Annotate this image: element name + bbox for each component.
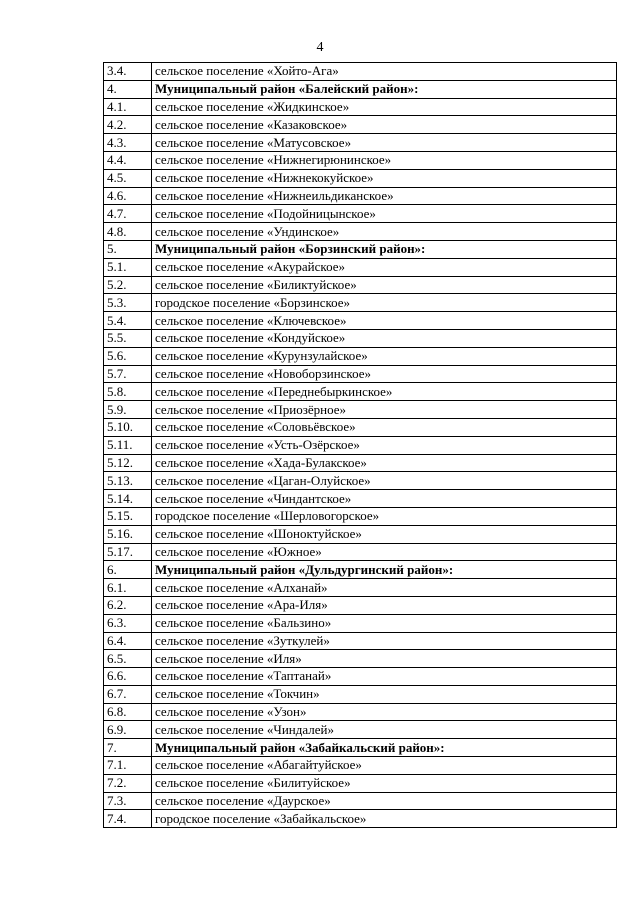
table-row <box>104 757 617 775</box>
settlement-name: сельское поселение «Чиндалей» <box>152 721 617 739</box>
settlement-name: сельское поселение «Узон» <box>152 703 617 721</box>
row-number: 4.8. <box>104 223 152 241</box>
settlement-name: сельское поселение «Алханай» <box>152 579 617 597</box>
row-number: 7.4. <box>104 810 152 828</box>
settlement-name: сельское поселение «Нижнеильдиканское» <box>152 187 617 205</box>
settlement-name: сельское поселение «Таптанай» <box>152 668 617 686</box>
table-row <box>104 668 617 686</box>
settlement-name: сельское поселение «Абагайтуйское» <box>152 757 617 775</box>
table-row <box>104 365 617 383</box>
row-number: 7.2. <box>104 774 152 792</box>
row-number: 5.6. <box>104 347 152 365</box>
table-row <box>104 312 617 330</box>
row-number: 5.1. <box>104 258 152 276</box>
settlement-name: сельское поселение «Иля» <box>152 650 617 668</box>
row-number: 7.1. <box>104 757 152 775</box>
row-number: 5.9. <box>104 401 152 419</box>
row-number: 5. <box>104 240 152 258</box>
settlement-name: городское поселение «Борзинское» <box>152 294 617 312</box>
settlement-name: сельское поселение «Нижнегирюнинское» <box>152 151 617 169</box>
table-row <box>104 650 617 668</box>
settlements-table <box>103 62 617 828</box>
table-row <box>104 792 617 810</box>
table-row <box>104 98 617 116</box>
table-row <box>104 401 617 419</box>
table-row <box>104 685 617 703</box>
table-row <box>104 223 617 241</box>
table-row <box>104 579 617 597</box>
settlement-name: сельское поселение «Билитуйское» <box>152 774 617 792</box>
table-row <box>104 703 617 721</box>
settlement-name: сельское поселение «Токчин» <box>152 685 617 703</box>
row-number: 6.2. <box>104 596 152 614</box>
settlement-name: сельское поселение «Ара-Иля» <box>152 596 617 614</box>
row-number: 5.10. <box>104 418 152 436</box>
row-number: 6.5. <box>104 650 152 668</box>
settlement-name: сельское поселение «Биликтуйское» <box>152 276 617 294</box>
settlement-name: сельское поселение «Казаковское» <box>152 116 617 134</box>
table-row <box>104 472 617 490</box>
settlement-name: сельское поселение «Жидкинское» <box>152 98 617 116</box>
row-number: 6.8. <box>104 703 152 721</box>
settlement-name: сельское поселение «Переднебыркинское» <box>152 383 617 401</box>
table-row <box>104 454 617 472</box>
row-number: 5.15. <box>104 507 152 525</box>
row-number: 5.16. <box>104 525 152 543</box>
settlement-name: сельское поселение «Акурайское» <box>152 258 617 276</box>
settlement-name: сельское поселение «Шоноктуйское» <box>152 525 617 543</box>
row-number: 5.5. <box>104 329 152 347</box>
row-number: 6.4. <box>104 632 152 650</box>
table-row <box>104 169 617 187</box>
row-number: 7.3. <box>104 792 152 810</box>
row-number: 5.17. <box>104 543 152 561</box>
table-row <box>104 436 617 454</box>
settlement-name: сельское поселение «Курунзулайское» <box>152 347 617 365</box>
settlement-name: сельское поселение «Соловьёвское» <box>152 418 617 436</box>
settlement-name: сельское поселение «Подойницынское» <box>152 205 617 223</box>
row-number: 5.4. <box>104 312 152 330</box>
settlement-name: сельское поселение «Матусовское» <box>152 134 617 152</box>
settlement-name: сельское поселение «Южное» <box>152 543 617 561</box>
row-number: 4.7. <box>104 205 152 223</box>
page-number: 4 <box>316 40 324 55</box>
row-number: 6.3. <box>104 614 152 632</box>
table-row <box>104 63 617 81</box>
settlement-name: сельское поселение «Зуткулей» <box>152 632 617 650</box>
table-row <box>104 418 617 436</box>
settlement-name: сельское поселение «Чиндантское» <box>152 490 617 508</box>
table-row <box>104 294 617 312</box>
row-number: 6.9. <box>104 721 152 739</box>
row-number: 6. <box>104 561 152 579</box>
table-row <box>104 721 617 739</box>
district-heading-row <box>104 80 617 98</box>
district-heading-row <box>104 240 617 258</box>
row-number: 5.7. <box>104 365 152 383</box>
table-row <box>104 614 617 632</box>
settlement-name: сельское поселение «Хойто-Ага» <box>152 63 617 81</box>
row-number: 7. <box>104 739 152 757</box>
row-number: 5.3. <box>104 294 152 312</box>
settlement-name: сельское поселение «Кондуйское» <box>152 329 617 347</box>
settlement-name: сельское поселение «Ключевское» <box>152 312 617 330</box>
table-row <box>104 187 617 205</box>
row-number: 5.11. <box>104 436 152 454</box>
settlement-name: городское поселение «Забайкальское» <box>152 810 617 828</box>
table-row <box>104 596 617 614</box>
settlement-name: сельское поселение «Даурское» <box>152 792 617 810</box>
table-row <box>104 151 617 169</box>
row-number: 4.5. <box>104 169 152 187</box>
district-name: Муниципальный район «Борзинский район»: <box>152 240 617 258</box>
district-name: Муниципальный район «Забайкальский район»: <box>152 739 617 757</box>
row-number: 5.8. <box>104 383 152 401</box>
table-row <box>104 116 617 134</box>
row-number: 4.3. <box>104 134 152 152</box>
settlement-name: сельское поселение «Новоборзинское» <box>152 365 617 383</box>
row-number: 5.14. <box>104 490 152 508</box>
district-name: Муниципальный район «Дульдургинский район»: <box>152 561 617 579</box>
table-row <box>104 258 617 276</box>
settlement-name: сельское поселение «Нижнекокуйское» <box>152 169 617 187</box>
table-row <box>104 347 617 365</box>
district-heading-row <box>104 561 617 579</box>
table-body <box>104 63 617 828</box>
settlement-name: сельское поселение «Бальзино» <box>152 614 617 632</box>
table-row <box>104 632 617 650</box>
row-number: 6.1. <box>104 579 152 597</box>
row-number: 5.2. <box>104 276 152 294</box>
table-row <box>104 276 617 294</box>
settlement-name: городское поселение «Шерловогорское» <box>152 507 617 525</box>
table-row <box>104 134 617 152</box>
settlement-name: сельское поселение «Ундинское» <box>152 223 617 241</box>
table-row <box>104 507 617 525</box>
table-row <box>104 774 617 792</box>
district-heading-row <box>104 739 617 757</box>
settlement-name: сельское поселение «Цаган-Олуйское» <box>152 472 617 490</box>
table-row <box>104 543 617 561</box>
row-number: 4.4. <box>104 151 152 169</box>
district-name: Муниципальный район «Балейский район»: <box>152 80 617 98</box>
row-number: 4. <box>104 80 152 98</box>
row-number: 3.4. <box>104 63 152 81</box>
table-row <box>104 329 617 347</box>
row-number: 6.6. <box>104 668 152 686</box>
settlement-name: сельское поселение «Приозёрное» <box>152 401 617 419</box>
settlement-name: сельское поселение «Хада-Булакское» <box>152 454 617 472</box>
row-number: 5.12. <box>104 454 152 472</box>
table-row <box>104 383 617 401</box>
table-row <box>104 525 617 543</box>
table-row <box>104 205 617 223</box>
row-number: 4.1. <box>104 98 152 116</box>
row-number: 4.2. <box>104 116 152 134</box>
row-number: 4.6. <box>104 187 152 205</box>
table-row <box>104 810 617 828</box>
table-row <box>104 490 617 508</box>
row-number: 5.13. <box>104 472 152 490</box>
row-number: 6.7. <box>104 685 152 703</box>
settlement-name: сельское поселение «Усть-Озёрское» <box>152 436 617 454</box>
